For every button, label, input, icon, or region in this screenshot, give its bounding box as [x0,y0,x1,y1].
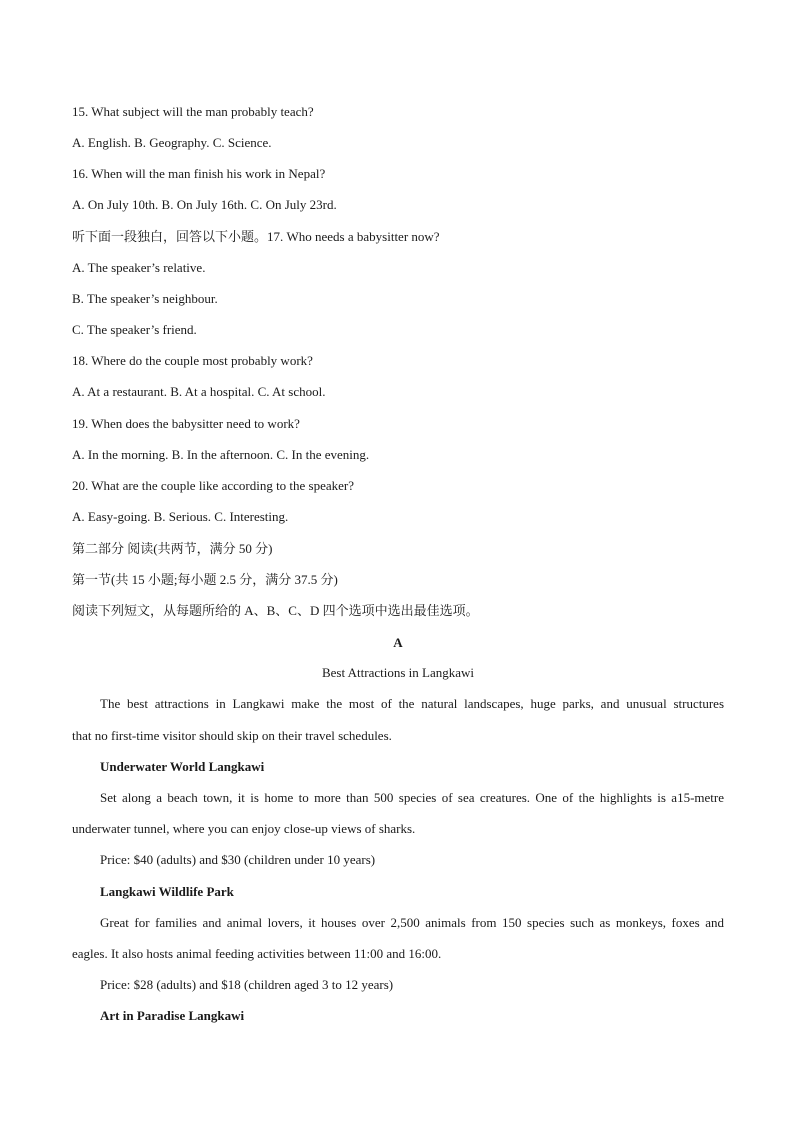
reading-instructions: 阅读下列短文，从每题所给的 A、B、C、D 四个选项中选出最佳选项。 [72,603,479,618]
attraction-2-name: Langkawi Wildlife Park [100,884,234,899]
attraction-2-desc-line-2: eagles. It also hosts animal feeding activities between 11:00 and 16:00. [72,946,442,961]
attraction-1-desc-line-2: underwater tunnel, where you can enjoy close-up views of sharks. [72,821,416,836]
question-18-options: A. At a restaurant. B. At a hospital. C. At school. [72,384,326,399]
question-15: 15. What subject will the man probably teach? [72,104,314,119]
question-19: 19. When does the babysitter need to work? [72,416,300,431]
attraction-2-price: Price: $28 (adults) and $18 (children aged 3 to 12 years) [100,977,394,992]
question-19-options: A. In the morning. B. In the afternoon. C. In the evening. [72,447,370,462]
section-one-heading: 第一节(共 15 小题;每小题 2.5 分，满分 37.5 分) [72,572,338,587]
monologue-intro-question-17: 听下面一段独白，回答以下小题。17. Who needs a babysitter now? [72,229,440,244]
passage-intro-line-2: that no first-time visitor should skip on their travel schedules. [72,728,392,743]
question-16: 16. When will the man finish his work in Nepal? [72,166,326,181]
attraction-1-desc-line-1: Set along a beach town, it is home to more than 500 species of sea creatures. One of the highlights is a15-metre [100,790,724,805]
attraction-3-name: Art in Paradise Langkawi [100,1008,245,1023]
question-18: 18. Where do the couple most probably work? [72,353,313,368]
question-17-option-b: B. The speaker’s neighbour. [72,291,218,306]
question-17-option-c: C. The speaker’s friend. [72,322,197,337]
attraction-2-desc-line-1: Great for families and animal lovers, it houses over 2,500 animals from 150 species such as monkeys, foxes and [100,915,724,930]
attraction-1-name: Underwater World Langkawi [100,759,265,774]
passage-label: A [393,635,403,650]
passage-intro-line-1: The best attractions in Langkawi make the most of the natural landscapes, huge parks, and unusual structures [100,696,724,711]
question-16-options: A. On July 10th. B. On July 16th. C. On July 23rd. [72,197,337,212]
part-two-heading: 第二部分 阅读(共两节，满分 50 分) [72,541,273,556]
question-20-options: A. Easy-going. B. Serious. C. Interesting. [72,509,289,524]
question-17-option-a: A. The speaker’s relative. [72,260,206,275]
question-15-options: A. English. B. Geography. C. Science. [72,135,272,150]
attraction-1-price: Price: $40 (adults) and $30 (children under 10 years) [100,852,376,867]
question-20: 20. What are the couple like according to the speaker? [72,478,355,493]
passage-title: Best Attractions in Langkawi [321,665,474,680]
